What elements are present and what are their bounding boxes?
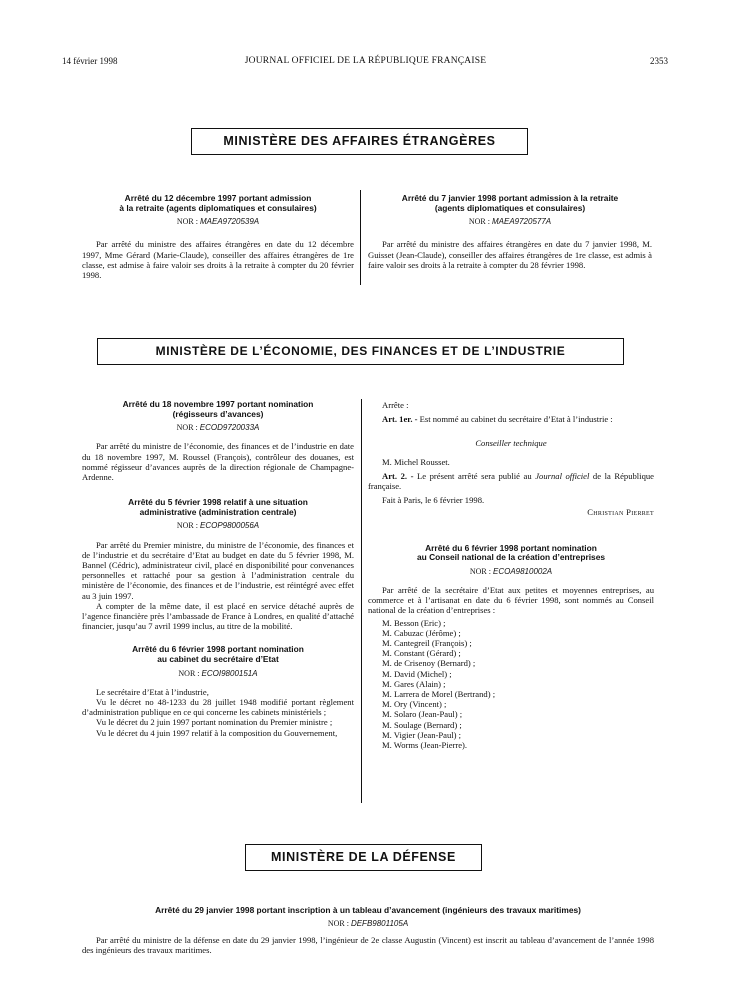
- decree-place-date: Fait à Paris, le 6 février 1998.: [382, 495, 485, 506]
- decree-signature: Christian Pierret: [587, 507, 654, 518]
- nor-label: NOR :: [176, 423, 198, 433]
- nor-code: ECOA9810002A: [492, 566, 553, 576]
- member-item: M. Gares (Alain) ;: [382, 678, 446, 689]
- members-list: [368, 618, 654, 751]
- decree-paragraph: Le secrétaire d’Etat à l’industrie,: [96, 686, 209, 697]
- decree-paragraph: Par arrêté du Premier ministre, du ministre de l’économie, des finances et de l’industrie et du secrétaire d’Etat au budget en date du 5 février 1998, M. Bannel (Cédric), administrateur civil, placé en disponibilité pour convenances personnelles et rattaché pour sa gestion à l’administration centrale du ministère de l’économie, des finances et de l’industrie, est réintégré avec effet au 3 juin 1997.: [82, 539, 354, 601]
- ministry-heading-text: MINISTÈRE DE LA DÉFENSE: [271, 850, 456, 864]
- nor-code: MAEA9720577A: [491, 217, 552, 227]
- nor-label: NOR :: [327, 918, 349, 928]
- member-item: M. Cantegreil (François) ;: [382, 638, 472, 649]
- decree-body: Par arrêté du ministre des affaires étrangères en date du 7 janvier 1998, M. Guisset (Jean-Claude), conseiller des affaires étrangères de 1re classe, est admis à faire valoir ses droits à la retraite à compter du 28 février 1998.: [368, 239, 652, 270]
- ministry-heading-text: MINISTÈRE DES AFFAIRES ÉTRANGÈRES: [223, 134, 496, 148]
- decree-title-line: Arrêté du 12 décembre 1997 portant admission: [124, 193, 312, 203]
- decree-paragraph: Vu le décret no 48-1233 du 28 juillet 1948 modifié portant règlement d’administration publique en ce qui concerne les cabinets ministériels ;: [82, 697, 354, 718]
- ministry-heading-affaires-etrangeres: [191, 128, 528, 155]
- decree-title-line: (régisseurs d’avances): [172, 408, 264, 419]
- decree-body: Par arrêté du ministre de la défense en date du 29 janvier 1998, l’ingénieur de 2e classe Augustin (Vincent) est inscrit au tableau d’avancement de l’année 1998 des ingénieurs des travaux maritimes.: [82, 934, 654, 955]
- nor-reference: [82, 919, 654, 929]
- article-label: Art. 1er. -: [382, 414, 418, 425]
- nor-reference: [82, 669, 354, 679]
- member-item: M. David (Michel) ;: [382, 668, 452, 679]
- decree-appointee: M. Michel Rousset.: [382, 456, 450, 467]
- decree-title: [368, 544, 654, 563]
- nor-reference: [82, 423, 354, 433]
- member-item: M. Besson (Eric) ;: [382, 617, 446, 628]
- decree-title: [82, 645, 354, 664]
- nor-code: ECOI9800151A: [201, 668, 258, 678]
- decree-title-line: Arrêté du 18 novembre 1997 portant nomination: [122, 399, 314, 409]
- decree-title-line: à la retraite (agents diplomatiques et consulaires): [119, 202, 317, 213]
- decree-title-line: au cabinet du secrétaire d’Etat: [157, 654, 279, 665]
- nor-label: NOR :: [468, 217, 490, 227]
- decree-article: [368, 471, 654, 491]
- decree-body: Par arrêté du ministre des affaires étrangères en date du 12 décembre 1997, Mme Gérard (Marie-Claude), conseiller des affaires étrangères de 1re classe, est admise à faire valoir ses droits à la retraite à compter du 20 février 1998.: [82, 239, 354, 280]
- member-item: M. Constant (Gérard) ;: [382, 648, 461, 659]
- decree-title-line: Arrêté du 5 février 1998 relatif à une situation: [128, 497, 308, 508]
- nor-label: NOR :: [176, 521, 198, 531]
- decree-paragraph: Vu le décret du 4 juin 1997 relatif à la composition du Gouvernement,: [96, 727, 338, 738]
- article-text: Journal officiel: [535, 470, 590, 481]
- decree-paragraph: Arrête :: [382, 400, 409, 410]
- column-divider: [360, 190, 361, 285]
- nor-label: NOR :: [178, 668, 200, 678]
- decree-paragraph: Vu le décret du 2 juin 1997 portant nomination du Premier ministre ;: [96, 717, 333, 728]
- member-item: M. Worms (Jean-Pierre).: [382, 740, 468, 751]
- header-date: 14 février 1998: [62, 56, 118, 66]
- decree-ae-left: [82, 194, 354, 280]
- header-journal-title: JOURNAL OFFICIEL DE LA RÉPUBLIQUE FRANÇAISE: [244, 56, 487, 66]
- nor-reference: [368, 567, 654, 577]
- member-item: M. Solaro (Jean-Paul) ;: [382, 709, 463, 720]
- ministry-heading-text: MINISTÈRE DE L’ÉCONOMIE, DES FINANCES ET DE L’INDUSTRIE: [155, 344, 566, 358]
- decree-title-line: (agents diplomatiques et consulaires): [434, 202, 586, 213]
- decree-body: Par arrêté de la secrétaire d’Etat aux petites et moyennes entreprises, au commerce et à l’artisanat en date du 6 février 1998, sont nommés au Conseil national de la création d’entreprises :: [368, 585, 654, 616]
- ministry-heading-defense: [245, 844, 482, 871]
- economie-left-column: [82, 400, 354, 738]
- decree-title-line: au Conseil national de la création d’entreprises: [416, 552, 606, 563]
- decree-title: [82, 498, 354, 517]
- decree-title: [82, 400, 354, 419]
- nor-label: NOR :: [469, 566, 491, 576]
- member-item: M. Soulage (Bernard) ;: [382, 719, 462, 730]
- decree-ae-right: [368, 194, 652, 270]
- article-text: Est nommé au cabinet du secrétaire d’Etat à l’industrie :: [417, 414, 613, 425]
- nor-code: ECOP9800056A: [199, 521, 260, 531]
- ministry-heading-economie: [97, 338, 624, 365]
- economie-right-column: [368, 400, 654, 750]
- nor-code: MAEA9720539A: [199, 217, 260, 227]
- decree-title-line: Arrêté du 6 février 1998 portant nomination: [132, 644, 304, 655]
- member-item: M. Larrera de Morel (Bertrand) ;: [382, 689, 496, 700]
- decree-title: Arrêté du 29 janvier 1998 portant inscription à un tableau d’avancement (ingénieurs des travaux maritimes): [155, 905, 581, 915]
- article-text: Le présent arrêté sera publié au: [413, 470, 536, 481]
- decree-title-line: administrative (administration centrale): [139, 506, 297, 517]
- nor-reference: [82, 217, 354, 227]
- nor-code: DEFB9801105A: [350, 918, 409, 928]
- nor-label: NOR :: [176, 217, 198, 227]
- decree-title: [368, 194, 652, 213]
- decree-role: Conseiller technique: [475, 438, 547, 449]
- nor-code: ECOD9720033A: [199, 423, 260, 433]
- article-text: de la République française.: [368, 470, 654, 492]
- member-item: M. Vigier (Jean-Paul) ;: [382, 729, 462, 740]
- decree-article: [368, 414, 654, 424]
- nor-reference: [368, 217, 652, 227]
- decree-title: [82, 194, 354, 213]
- member-item: M. Cabuzac (Jérôme) ;: [382, 627, 461, 638]
- decree-paragraph: A compter de la même date, il est placé en service détaché auprès de l’agence financière près l’ambassade de France à Londres, en qualité d’attaché financier, jusqu’au 7 avril 1999 inclus, au titre de la mobilité.: [82, 600, 354, 632]
- header-page-number: 2353: [650, 56, 668, 66]
- column-divider: [361, 399, 362, 803]
- nor-reference: [82, 521, 354, 531]
- decree-body: Par arrêté du ministre de l’économie, des finances et de l’industrie en date du 18 novembre 1997, M. Roussel (François), contrôleur des douanes, est nommé régisseur d’avances auprès de la direction régionale de Champagne-Ardenne.: [82, 441, 354, 482]
- article-label: Art. 2. -: [382, 470, 414, 481]
- member-item: M. de Crisenoy (Bernard) ;: [382, 658, 476, 669]
- decree-title-line: Arrêté du 7 janvier 1998 portant admission à la retraite: [401, 193, 619, 203]
- decree-title-line: Arrêté du 6 février 1998 portant nomination: [425, 542, 597, 553]
- decree-defense: [82, 906, 654, 955]
- member-item: M. Ory (Vincent) ;: [382, 699, 447, 710]
